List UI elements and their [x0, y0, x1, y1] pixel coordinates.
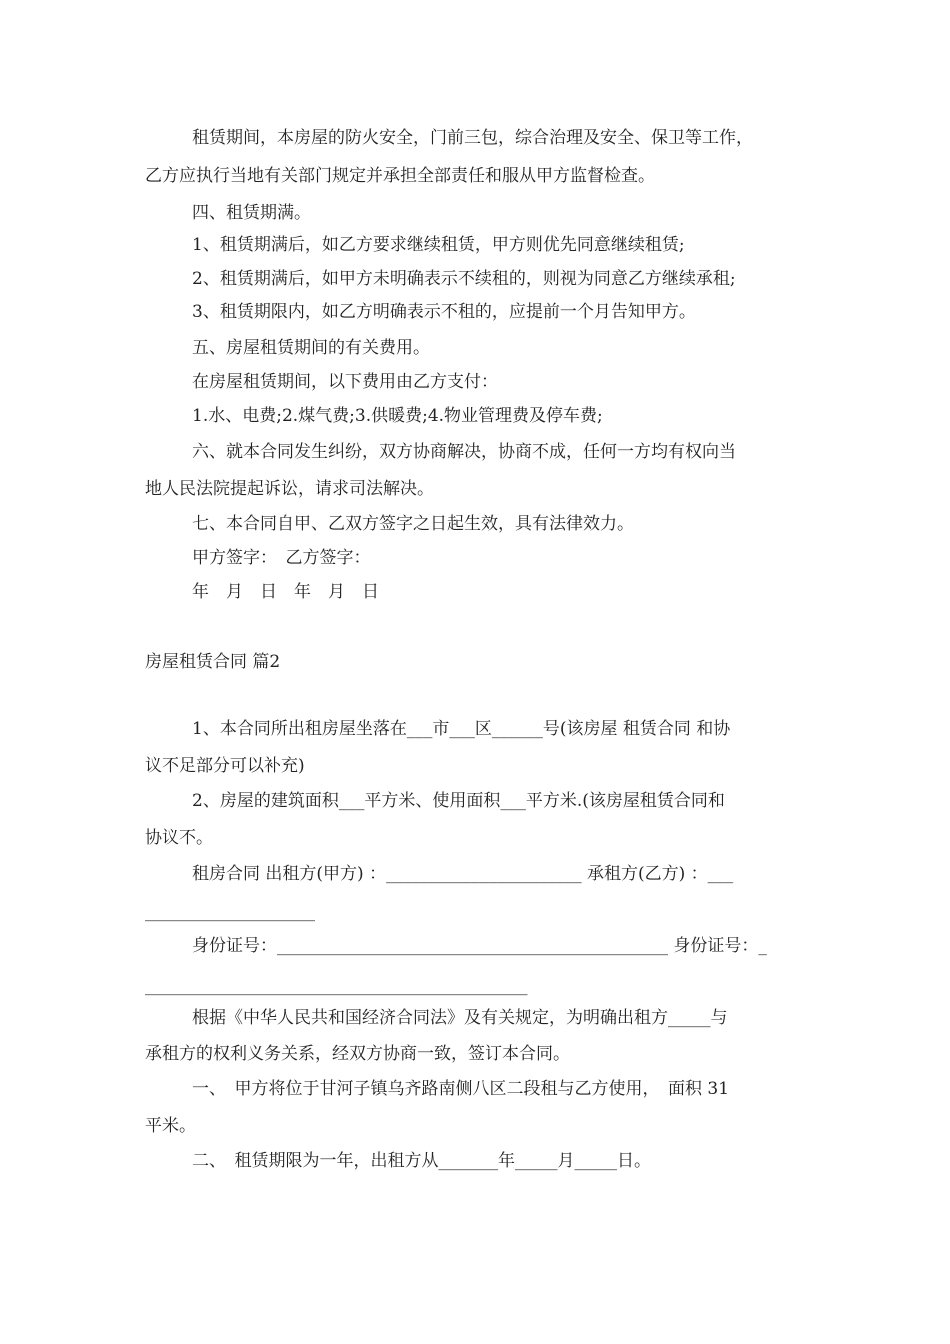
id-number-line-cont: _____________________________________________: [145, 976, 528, 996]
parties-line-cont: ____________________: [145, 902, 315, 922]
clause-4-1: 1、租赁期满后，如乙方要求继续租赁，甲方则优先同意继续租赁;: [192, 235, 685, 255]
section-6: 六、就本合同发生纠纷，双方协商解决，协商不成，任何一方均有权向当: [192, 442, 736, 462]
clause-4-3: 3、租赁期限内，如乙方明确表示不租的，应提前一个月告知甲方。: [192, 302, 696, 322]
paragraph-fire-safety-cont: 乙方应执行当地有关部门规定并承担全部责任和服从甲方监督检查。: [145, 166, 655, 186]
clause-2: 2、房屋的建筑面积___平方米、使用面积___平方米.(该房屋租赁合同和: [192, 791, 725, 811]
section-7: 七、本合同自甲、乙双方签字之日起生效，具有法律效力。: [192, 514, 634, 534]
id-number-line: 身份证号：______________________________________________ 身份证号：_: [192, 936, 767, 956]
clause-4-2: 2、租赁期满后，如甲方未明确表示不续租的，则视为同意乙方继续承租;: [192, 269, 736, 289]
clause-5-items: 1.水、电费;2.煤气费;3.供暖费;4.物业管理费及停车费;: [192, 406, 603, 426]
clause-1-cont: 议不足部分可以补充): [145, 756, 305, 776]
section-title-part2: 房屋租赁合同 篇2: [145, 652, 281, 672]
contract-basis: 根据《中华人民共和国经济合同法》及有关规定，为明确出租方_____与: [192, 1008, 728, 1028]
parties-line: 租房合同 出租方(甲方) ：_______________________ 承租方(乙方) ：___: [192, 864, 734, 884]
article-1: 一、 甲方将位于甘河子镇乌齐路南侧八区二段租与乙方使用， 面积 31: [192, 1079, 730, 1099]
section-6-cont: 地人民法院提起诉讼，请求司法解决。: [145, 479, 434, 499]
signature-line: 甲方签字： 乙方签字：: [192, 548, 371, 568]
clause-5-intro: 在房屋租赁期间，以下费用由乙方支付：: [192, 372, 498, 392]
section-heading-5: 五、房屋租赁期间的有关费用。: [192, 338, 430, 358]
article-1-cont: 平米。: [145, 1116, 196, 1136]
clause-2-cont: 协议不。: [145, 828, 213, 848]
paragraph-fire-safety: 租赁期间，本房屋的防火安全，门前三包，综合治理及安全、保卫等工作，: [192, 128, 753, 148]
article-2: 二、 租赁期限为一年，出租方从_______年_____月_____日。: [192, 1151, 651, 1171]
contract-basis-cont: 承租方的权利义务关系，经双方协商一致，签订本合同。: [145, 1044, 570, 1064]
section-heading-4: 四、租赁期满。: [192, 203, 311, 223]
date-line: 年 月 日 年 月 日: [192, 582, 379, 602]
clause-1: 1、本合同所出租房屋坐落在___市___区______号(该房屋 租赁合同 和协: [192, 719, 731, 739]
